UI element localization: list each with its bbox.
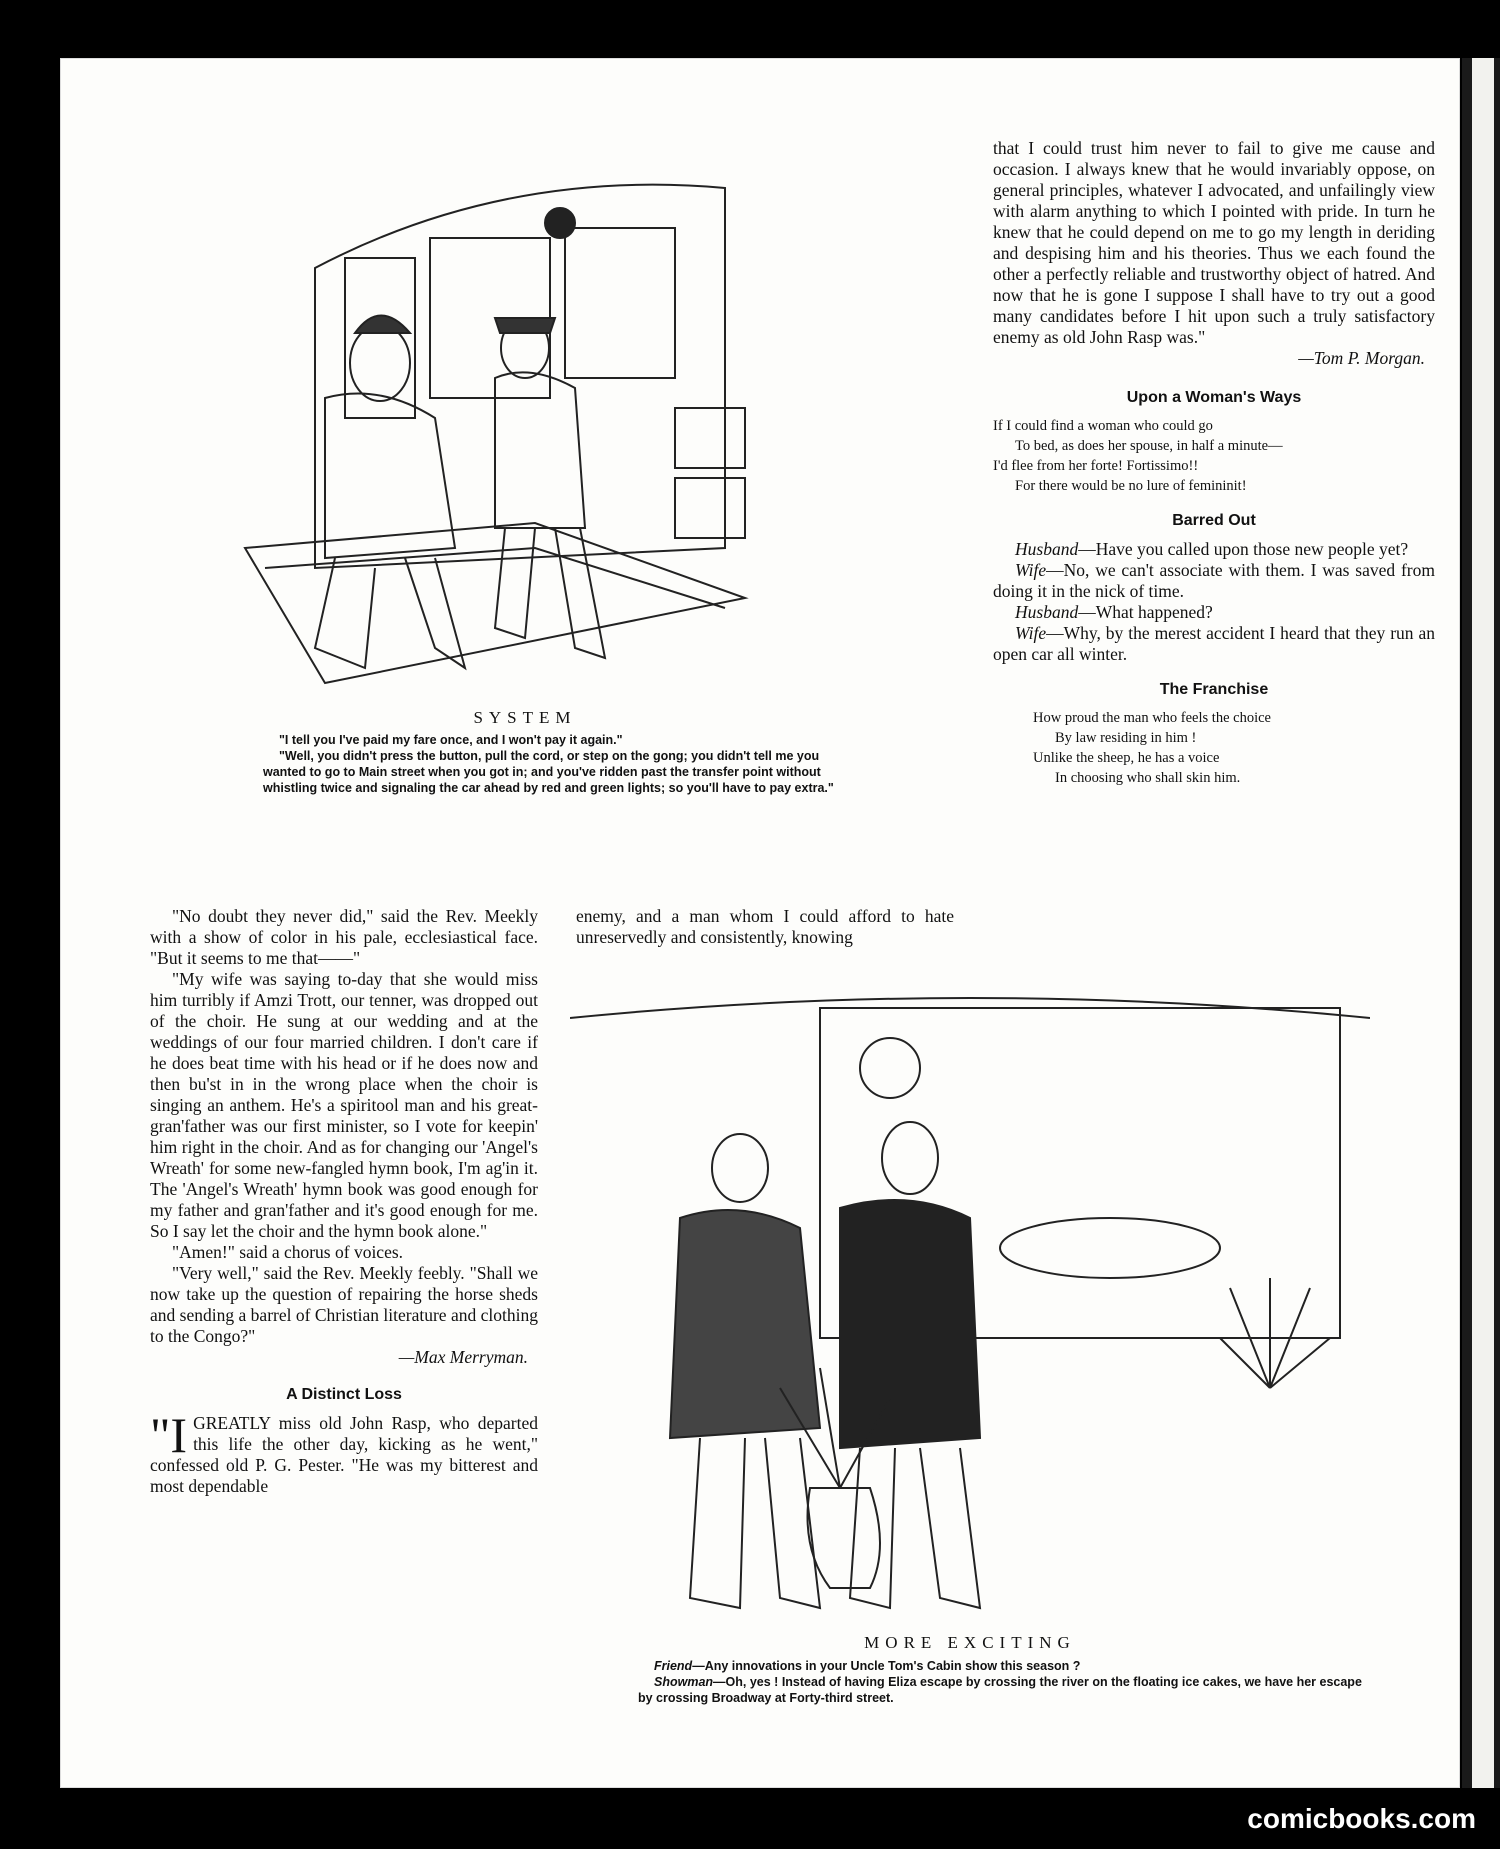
story-paragraph: "Very well," said the Rev. Meekly feebly. "Shall we now take up the question of repairing the horse sheds and sending a barrel of Christian literature and clothing to the Congo?"	[150, 1263, 538, 1346]
page-spine	[1462, 58, 1500, 1788]
more-exciting-title: MORE EXCITING	[864, 1633, 1076, 1652]
more-exciting-caption	[638, 1658, 1373, 1706]
system-illustration	[205, 128, 845, 698]
distinct-loss-text: GREATLY miss old John Rasp, who departed this life the other day, kicking as he went," confessed old P. G. Pester. "He was my bitterest and most dependable	[150, 1413, 538, 1496]
poem-line: I'd flee from her forte! Fortissimo!!	[993, 458, 1199, 474]
poem-line: For there would be no lure of femininit!	[1015, 478, 1247, 494]
poem-line: In choosing who shall skin him.	[1055, 770, 1241, 786]
magazine-page	[60, 58, 1460, 1788]
speaker: Showman	[654, 1675, 714, 1689]
story-paragraph: "Amen!" said a chorus of voices.	[172, 1242, 404, 1262]
poem-line: By law residing in him !	[1055, 730, 1197, 746]
caption-line	[638, 1674, 1373, 1706]
caption-line	[638, 1658, 1373, 1674]
system-caption	[263, 732, 853, 796]
poem	[993, 416, 1435, 496]
dialogue-text: —Have you called upon those new people yet?	[1078, 539, 1409, 559]
left-column	[150, 906, 538, 1497]
poem-line: If I could find a woman who could go	[993, 418, 1213, 434]
poem-line: To bed, as does her spouse, in half a minute—	[1015, 438, 1283, 454]
middle-column	[576, 906, 954, 948]
caption-text: —Any innovations in your Uncle Tom's Cabin show this season ?	[692, 1659, 1081, 1673]
dialogue-line	[993, 623, 1435, 665]
poem-title: Upon a Woman's Ways	[1126, 389, 1302, 406]
signature: —Max Merryman.	[398, 1347, 528, 1367]
caption-text: —Oh, yes ! Instead of having Eliza escape by crossing the river on the floating ice cakes, we have her escape by crossing Broadway at Forty-third street.	[638, 1675, 1362, 1705]
system-caption-line: "I tell you I've paid my fare once, and I won't pay it again."	[279, 733, 623, 747]
story-paragraph: "No doubt they never did," said the Rev. Meekly with a show of color in his pale, ecclesiastical face. "But it seems to me that——"	[150, 906, 538, 968]
dialogue-text: —No, we can't associate with them. I was saved from doing it in the nick of time.	[993, 560, 1435, 601]
poem-line: Unlike the sheep, he has a voice	[1033, 750, 1220, 766]
poem-line: How proud the man who feels the choice	[1033, 710, 1271, 726]
signature: —Tom P. Morgan.	[1298, 348, 1425, 368]
speaker: Wife	[1015, 623, 1047, 643]
franchise-title: The Franchise	[1159, 681, 1269, 698]
system-title: SYSTEM	[473, 708, 577, 727]
poem	[993, 708, 1435, 788]
dialogue-text: —What happened?	[1078, 602, 1213, 622]
rasp-paragraph: enemy, and a man whom I could afford to hate unreservedly and consistently, knowing	[576, 906, 954, 947]
distinct-loss-title: A Distinct Loss	[286, 1386, 402, 1403]
more-exciting-illustration	[570, 988, 1370, 1628]
right-column	[993, 138, 1435, 788]
speaker: Friend	[654, 1659, 693, 1673]
story-paragraph: "My wife was saying to-day that she would miss him turribly if Amzi Trott, our tenner, was dropped out of the choir. He sung at our wedding and at the weddings of our four married children. I don't care if he does beat time with his head or if he does now and then bu'st in in the wrong place when the choir is singing an anthem. He's a spiritool man and his great-gran'father was our first minister, so I vote for keepin' him right in the choir. And as for changing our 'Angel's Wreath' for some new-fangled hymn book, I'm ag'in it. The 'Angel's Wreath' hymn book was good enough for my father and gran'father and it's good enough for me. So I say let the choir and the hymn book alone."	[150, 969, 538, 1241]
dialogue-text: —Why, by the merest accident I heard that they run an open car all winter.	[993, 623, 1435, 664]
speaker: Husband	[1015, 539, 1079, 559]
dialogue-line	[993, 602, 1435, 623]
distinct-loss-paragraph	[150, 1407, 538, 1497]
speaker: Wife	[1015, 560, 1047, 580]
barred-out-title: Barred Out	[1172, 512, 1256, 529]
speaker: Husband	[1015, 602, 1079, 622]
dialogue-line	[993, 539, 1435, 560]
dialogue-line	[993, 560, 1435, 602]
system-caption-line: "Well, you didn't press the button, pull the cord, or step on the gong; you didn't tell me you wanted to go to Main street when you got in; and you've ridden past the transfer point without whistling twice and signaling the car ahead by red and green lights; so you'll have to pay extra."	[263, 749, 834, 795]
site-watermark: comicbooks.com	[1247, 1803, 1476, 1834]
rasp-continued-paragraph: that I could trust him never to fail to give me cause and occasion. I always knew that he would invariably oppose, on general principles, whatever I advocated, and unfailingly view with alarm anything to which I pointed with pride. In turn he knew that he could depend on me to go my length in deriding and despising him and his theories. Thus we each found the other a perfectly reliable and trustworthy object of hatred. And now that he is gone I suppose I shall have to try out a good many candidates before I hit upon such a truly satisfactory enemy as old John Rasp was."	[993, 138, 1435, 347]
drop-cap: "I	[150, 1407, 188, 1463]
